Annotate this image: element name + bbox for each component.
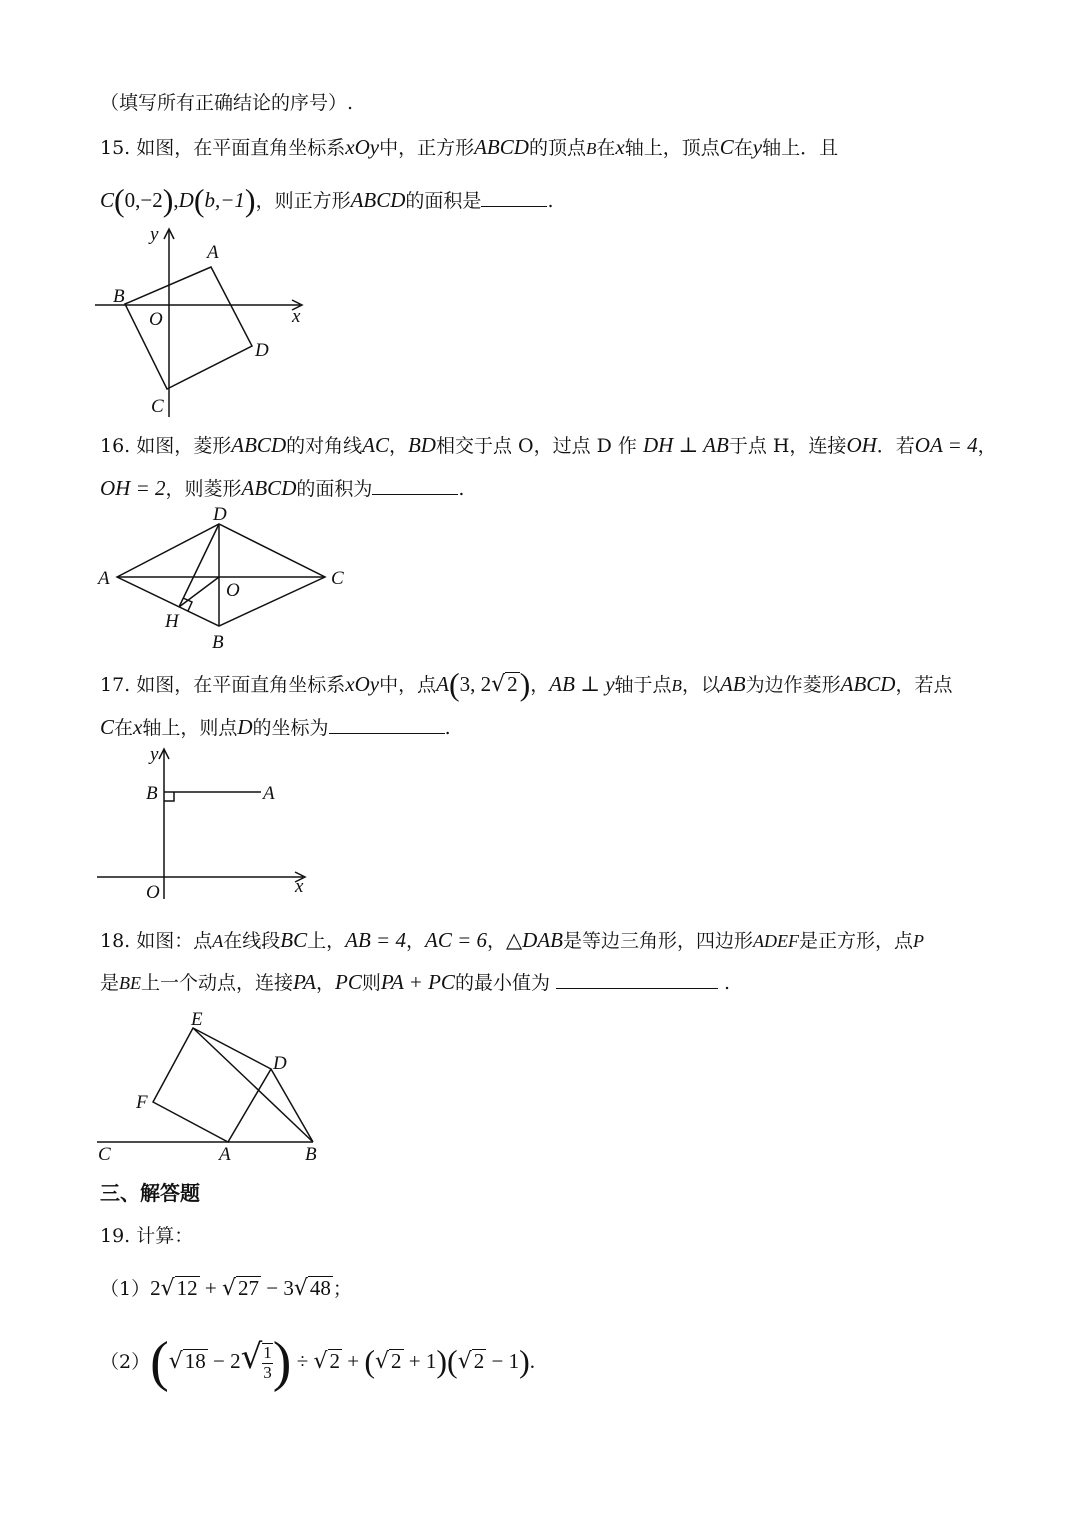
q16-figure — [95, 500, 355, 653]
section-title: 三、解答题 — [100, 1181, 200, 1205]
q16-math: OA = 4 — [914, 433, 978, 457]
q17-math: D — [237, 715, 253, 739]
q16-math: ABCD — [231, 433, 287, 457]
label-d: D — [213, 504, 227, 525]
q19-text: 计算： — [136, 1225, 194, 1247]
q17-text: 轴于点 — [614, 674, 672, 696]
q18-figure — [95, 1005, 335, 1165]
q18-text: 在线段 — [223, 930, 281, 952]
q18-text: ， — [315, 972, 335, 994]
q15-text: 的面积是 — [405, 190, 482, 212]
label-b: B — [212, 632, 224, 653]
q18-math: PA — [293, 970, 316, 994]
q15-figure — [95, 225, 315, 425]
q19-math: 2 — [391, 1349, 402, 1373]
label-x: x — [295, 876, 304, 897]
q18-text: 是 — [100, 972, 120, 994]
q15-math: y — [752, 135, 763, 159]
q16-line1 — [100, 435, 997, 456]
rhombus-abcd — [117, 524, 325, 626]
q15-math: ABCD — [474, 135, 529, 159]
q16-text: ， — [977, 435, 997, 457]
q16-text: 如图，菱形 — [136, 435, 232, 457]
q19-part1: （1）2√12 + √27 − 3√48 ； — [100, 1276, 352, 1301]
q18-number: 18. — [100, 930, 131, 952]
answer-blank — [556, 988, 718, 989]
q18-text: 上一个动点，连接 — [141, 972, 294, 994]
q17-text: 为边作菱形 — [745, 674, 841, 696]
q15-text: 在 — [596, 137, 616, 159]
q17-text: ，若点 — [895, 674, 953, 696]
q18-text: 的最小值为 — [454, 972, 550, 994]
q19-math: 2 — [473, 1349, 485, 1373]
q18-math: AB = 4 — [345, 928, 406, 952]
answer-blank — [329, 733, 445, 734]
q17-math: AB — [719, 672, 746, 696]
q19-math: 18 — [184, 1349, 206, 1373]
fraction-denominator: 3 — [263, 1363, 272, 1382]
label-c: C — [98, 1144, 111, 1165]
fraction-numerator: 1 — [263, 1343, 272, 1363]
q18-math: PA + PC — [380, 970, 455, 994]
q15-text: 轴上．且 — [762, 137, 839, 159]
q17-math: C — [100, 715, 115, 739]
label-c: C — [331, 568, 344, 589]
q16-text: ，则菱形 — [165, 478, 242, 500]
q18-math: PC — [335, 970, 362, 994]
q18-text: 是正方形，点 — [799, 930, 914, 952]
q15-text: 轴上，顶点 — [624, 137, 720, 159]
q18-math: △DAB — [506, 928, 564, 952]
q17-math: AB ⊥ y — [549, 672, 615, 696]
q17-number: 17. — [100, 674, 131, 696]
q16-math: OH = 2 — [100, 476, 166, 500]
q18-text: 上， — [307, 930, 346, 952]
label-y: y — [150, 744, 159, 765]
q18-text: ， — [487, 930, 507, 952]
q18-math: AC = 6 — [425, 928, 488, 952]
label-b: B — [113, 286, 125, 307]
q17-text: ， — [530, 674, 550, 696]
q19-text: ； — [332, 1278, 352, 1300]
label-a: A — [207, 242, 219, 263]
q15-math: b,−1 — [204, 188, 245, 212]
q18-text: 是等边三角形，四边形 — [563, 930, 754, 952]
q18-math: ADEF — [753, 931, 800, 951]
q17-math: A — [436, 672, 449, 696]
q17-math: x — [133, 715, 143, 739]
q18-text: ， — [405, 930, 425, 952]
q18-math: BC — [280, 928, 308, 952]
q15-text: . — [547, 190, 554, 212]
q18-line2 — [100, 972, 730, 993]
label-d: D — [255, 340, 269, 361]
square-abcd — [125, 267, 252, 389]
q15-line2: C(0,−2),D(b,−1)，则正方形ABCD的面积是 . — [100, 182, 554, 218]
q15-text: 在 — [733, 137, 753, 159]
part-label: （1） — [100, 1278, 151, 1300]
q16-number: 16. — [100, 435, 131, 457]
q18-math: BE — [119, 973, 142, 993]
q17-math: ABCD — [840, 672, 896, 696]
q16-math: DH ⊥ AB — [642, 433, 729, 457]
segment-be — [193, 1028, 313, 1142]
q17-math: xOy — [345, 672, 380, 696]
q15-math: x — [615, 135, 625, 159]
q18-text: . — [724, 972, 731, 994]
q16-text: ， — [388, 435, 408, 457]
right-angle-mark — [164, 792, 174, 801]
part-label: （2） — [100, 1351, 151, 1373]
q15-math: ABCD — [350, 188, 406, 212]
q19-title — [100, 1227, 193, 1246]
label-b: B — [146, 783, 158, 804]
q19-number: 19. — [100, 1225, 131, 1247]
segment-dh — [179, 524, 219, 607]
q17-text: ，以 — [681, 674, 720, 696]
q19-math: 48 — [309, 1276, 331, 1300]
q15-math: 0,−2 — [124, 188, 163, 212]
q17-text: . — [444, 717, 451, 739]
label-a: A — [98, 568, 110, 589]
label-d: D — [273, 1053, 287, 1074]
q19-math: + — [342, 1349, 365, 1373]
segment-db — [271, 1069, 313, 1142]
q17-text: 在 — [114, 717, 134, 739]
intro-text: （填写所有正确结论的序号）. — [100, 92, 354, 114]
q19-math: 2 — [329, 1349, 341, 1373]
q18-text: 则 — [361, 972, 381, 994]
q19-math: − 2 — [207, 1349, 241, 1373]
q19-math: − 1 — [486, 1349, 520, 1373]
segment-oh — [179, 577, 219, 607]
label-o: O — [226, 580, 240, 601]
q16-text: ．若 — [876, 435, 915, 457]
q19-math: 27 — [238, 1276, 259, 1300]
q17-line2 — [100, 717, 451, 738]
label-a: A — [219, 1144, 231, 1165]
q19-math: 2 — [150, 1276, 161, 1300]
q17-text: 如图，在平面直角坐标系 — [136, 674, 346, 696]
label-c: C — [151, 396, 164, 417]
q16-line2 — [100, 478, 464, 499]
q17-figure — [95, 743, 315, 903]
q15-math: , — [173, 188, 179, 212]
q18-math: P — [913, 931, 925, 951]
q16-text: 的面积为 — [296, 478, 373, 500]
label-o: O — [149, 309, 163, 330]
q19-part2: （2）(√18 − 2√ $\frac{1}{3}$ ) ÷ √2 + (√2 + 1)(√2 − 1). — [100, 1331, 535, 1393]
label-e: E — [191, 1009, 203, 1030]
answer-blank — [372, 494, 458, 495]
q17-math: 2 — [507, 672, 518, 696]
q18-text: 如图：点 — [136, 930, 213, 952]
label-a: A — [263, 783, 275, 804]
label-h: H — [165, 611, 179, 632]
q19-math: 12 — [176, 1276, 198, 1300]
q19-math: + — [199, 1276, 222, 1300]
q15-math: D — [178, 188, 194, 212]
label-b: B — [305, 1144, 317, 1165]
q19-math: + 1 — [403, 1349, 437, 1373]
q16-text: 相交于点 O，过点 D 作 — [435, 435, 637, 457]
q16-math: OH — [846, 433, 877, 457]
label-o: O — [146, 882, 160, 903]
fraction — [262, 1343, 273, 1382]
q17-math: B — [671, 676, 682, 695]
q16-math: AC — [362, 433, 389, 457]
q16-text: 的对角线 — [286, 435, 363, 457]
q15-number: 15. — [100, 137, 131, 159]
label-f: F — [136, 1092, 148, 1113]
q16-text: . — [458, 478, 465, 500]
q15-text: 的顶点 — [528, 137, 586, 159]
label-y: y — [150, 224, 159, 245]
q17-text: 轴上，则点 — [142, 717, 238, 739]
q15-text: 如图，在平面直角坐标系 — [136, 137, 346, 159]
q17-text: 中，点 — [379, 674, 437, 696]
label-x: x — [292, 306, 301, 327]
q15-line1 — [100, 137, 838, 158]
q17-line1: 17. 如图，在平面直角坐标系xOy中，点A(3, 2√2)，AB ⊥ y轴于点B，以AB为边作菱形ABCD，若点 — [100, 666, 953, 702]
q16-text: 于点 H，连接 — [728, 435, 847, 457]
q15-math: xOy — [345, 135, 380, 159]
q17-text: 的坐标为 — [252, 717, 329, 739]
q15-math: C — [100, 188, 115, 212]
q16-math: ABCD — [241, 476, 297, 500]
answer-blank — [481, 206, 547, 207]
q16-math: BD — [407, 433, 436, 457]
q19-math: − 3 — [261, 1276, 294, 1300]
q19-math: ÷ — [291, 1349, 314, 1373]
q15-math: B — [585, 139, 597, 158]
q19-math: . — [529, 1349, 535, 1373]
q18-math: A — [212, 931, 224, 951]
q17-math: 3, 2 — [459, 672, 492, 696]
q18-line1 — [100, 930, 924, 951]
q15-math: C — [719, 135, 734, 159]
q15-text: 中，正方形 — [379, 137, 475, 159]
q15-text: ，则正方形 — [255, 190, 351, 212]
